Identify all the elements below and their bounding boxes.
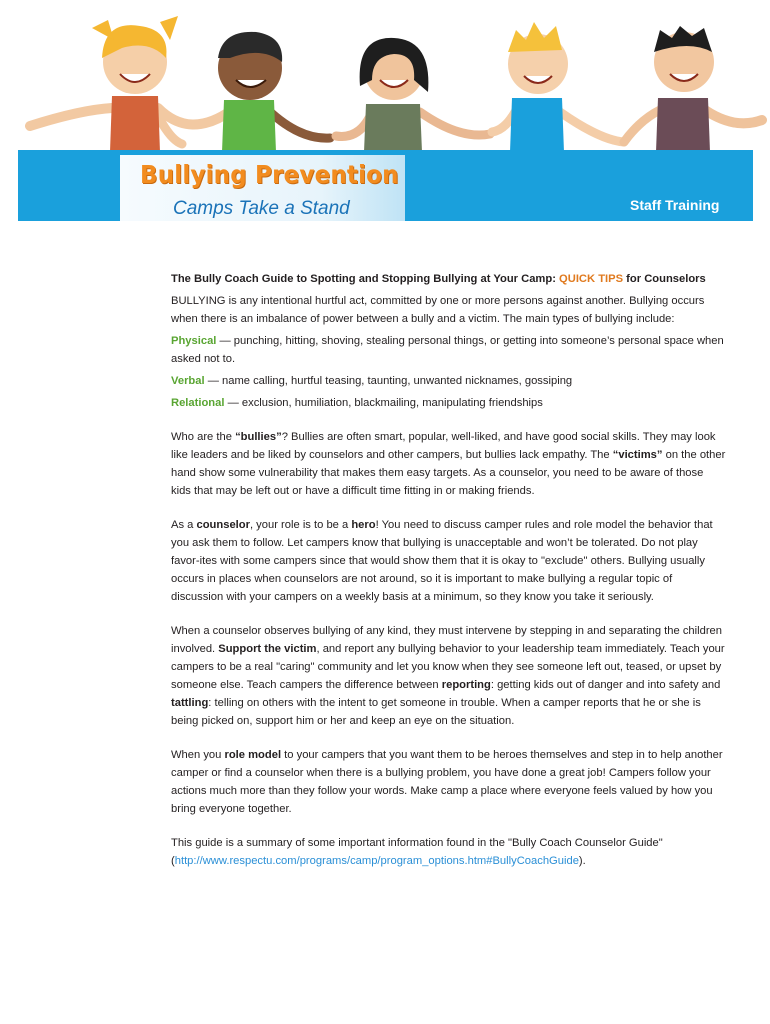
role-model-paragraph: When you role model to your campers that you want them to be heroes themselves and step in to help another camper or find a counselor when there is a bullying problem, you have done a great job! Campers follow your actions much more than they follow your words. Make camp a place where everyone feels valued by how you bring everyone together. <box>171 749 723 815</box>
logo-title: Bullying Prevention <box>140 160 399 189</box>
type-name: Relational <box>171 397 225 409</box>
staff-training-label: Staff Training <box>630 197 720 213</box>
quick-tips-highlight: QUICK TIPS <box>559 273 624 285</box>
observe-paragraph: When a counselor observes bullying of any kind, they must intervene by stepping in and separating the children involved. Support the victim, and report any bullying behavior to your leadership team immediately. Teach your campers to be a real "caring" community and let you know when they see someone left out, teased, or upset by someone else. Teach campers the difference between reporting: getting kids out of danger and into safety and tattling: telling on others with the intent to get someone in trouble. When a camper reports that he or she is being picked on, support him or her and keep an eye on the situation. <box>171 625 725 727</box>
summary-paragraph: This guide is a summary of some important information found in the "Bully Coach Counselor Guide" (http://www.respectu.com/programs/camp/program_options.htm#BullyCoachGuide). <box>171 837 663 867</box>
guide-link[interactable]: http://www.respectu.com/programs/camp/program_options.htm#BullyCoachGuide <box>174 855 579 867</box>
type-name: Physical <box>171 335 217 347</box>
counselor-paragraph: As a counselor, your role is to be a hero! You need to discuss camper rules and role model the behavior that you ask them to follow. Let campers know that bullying is unacceptable and won’t be tolerated. Do not play favor-ites with some campers since that would show them that it is okay to "exclude" others. Bullying usually occurs in places when counselors are not around, so it is important to make bullying a regular topic of discussion with your campers on a weekly basis at a minimum, so they know you take it seriously. <box>171 519 713 603</box>
document-body <box>171 270 726 870</box>
bullying-definition: BULLYING is any intentional hurtful act, committed by one or more persons against another. Bullying occurs when there is an imbalance of power between a bully and a victim. The main types of bullying include: <box>171 295 705 325</box>
type-name: Verbal <box>171 375 205 387</box>
type-relational: Relational — exclusion, humiliation, blackmailing, manipulating friendships <box>171 397 543 409</box>
children-holding-hands-illustration <box>0 0 770 160</box>
type-physical: Physical — punching, hitting, shoving, stealing personal things, or getting into someone’s personal space when asked not to. <box>171 335 724 365</box>
document-heading: The Bully Coach Guide to Spotting and Stopping Bullying at Your Camp: QUICK TIPS for Counselors <box>171 273 706 285</box>
type-verbal: Verbal — name calling, hurtful teasing, taunting, unwanted nicknames, gossiping <box>171 375 573 387</box>
logo-subtitle: Camps Take a Stand <box>173 198 350 219</box>
bullies-paragraph: Who are the “bullies”? Bullies are often smart, popular, well-liked, and have good social skills. They may look like leaders and be liked by counselors and other campers, but bullies lack empathy. The “victims” on the other hand show some vulnerability that makes them easy targets. As a counselor, you need to be aware of those kids that may be left out or have a difficult time fitting in or making friends. <box>171 431 726 497</box>
